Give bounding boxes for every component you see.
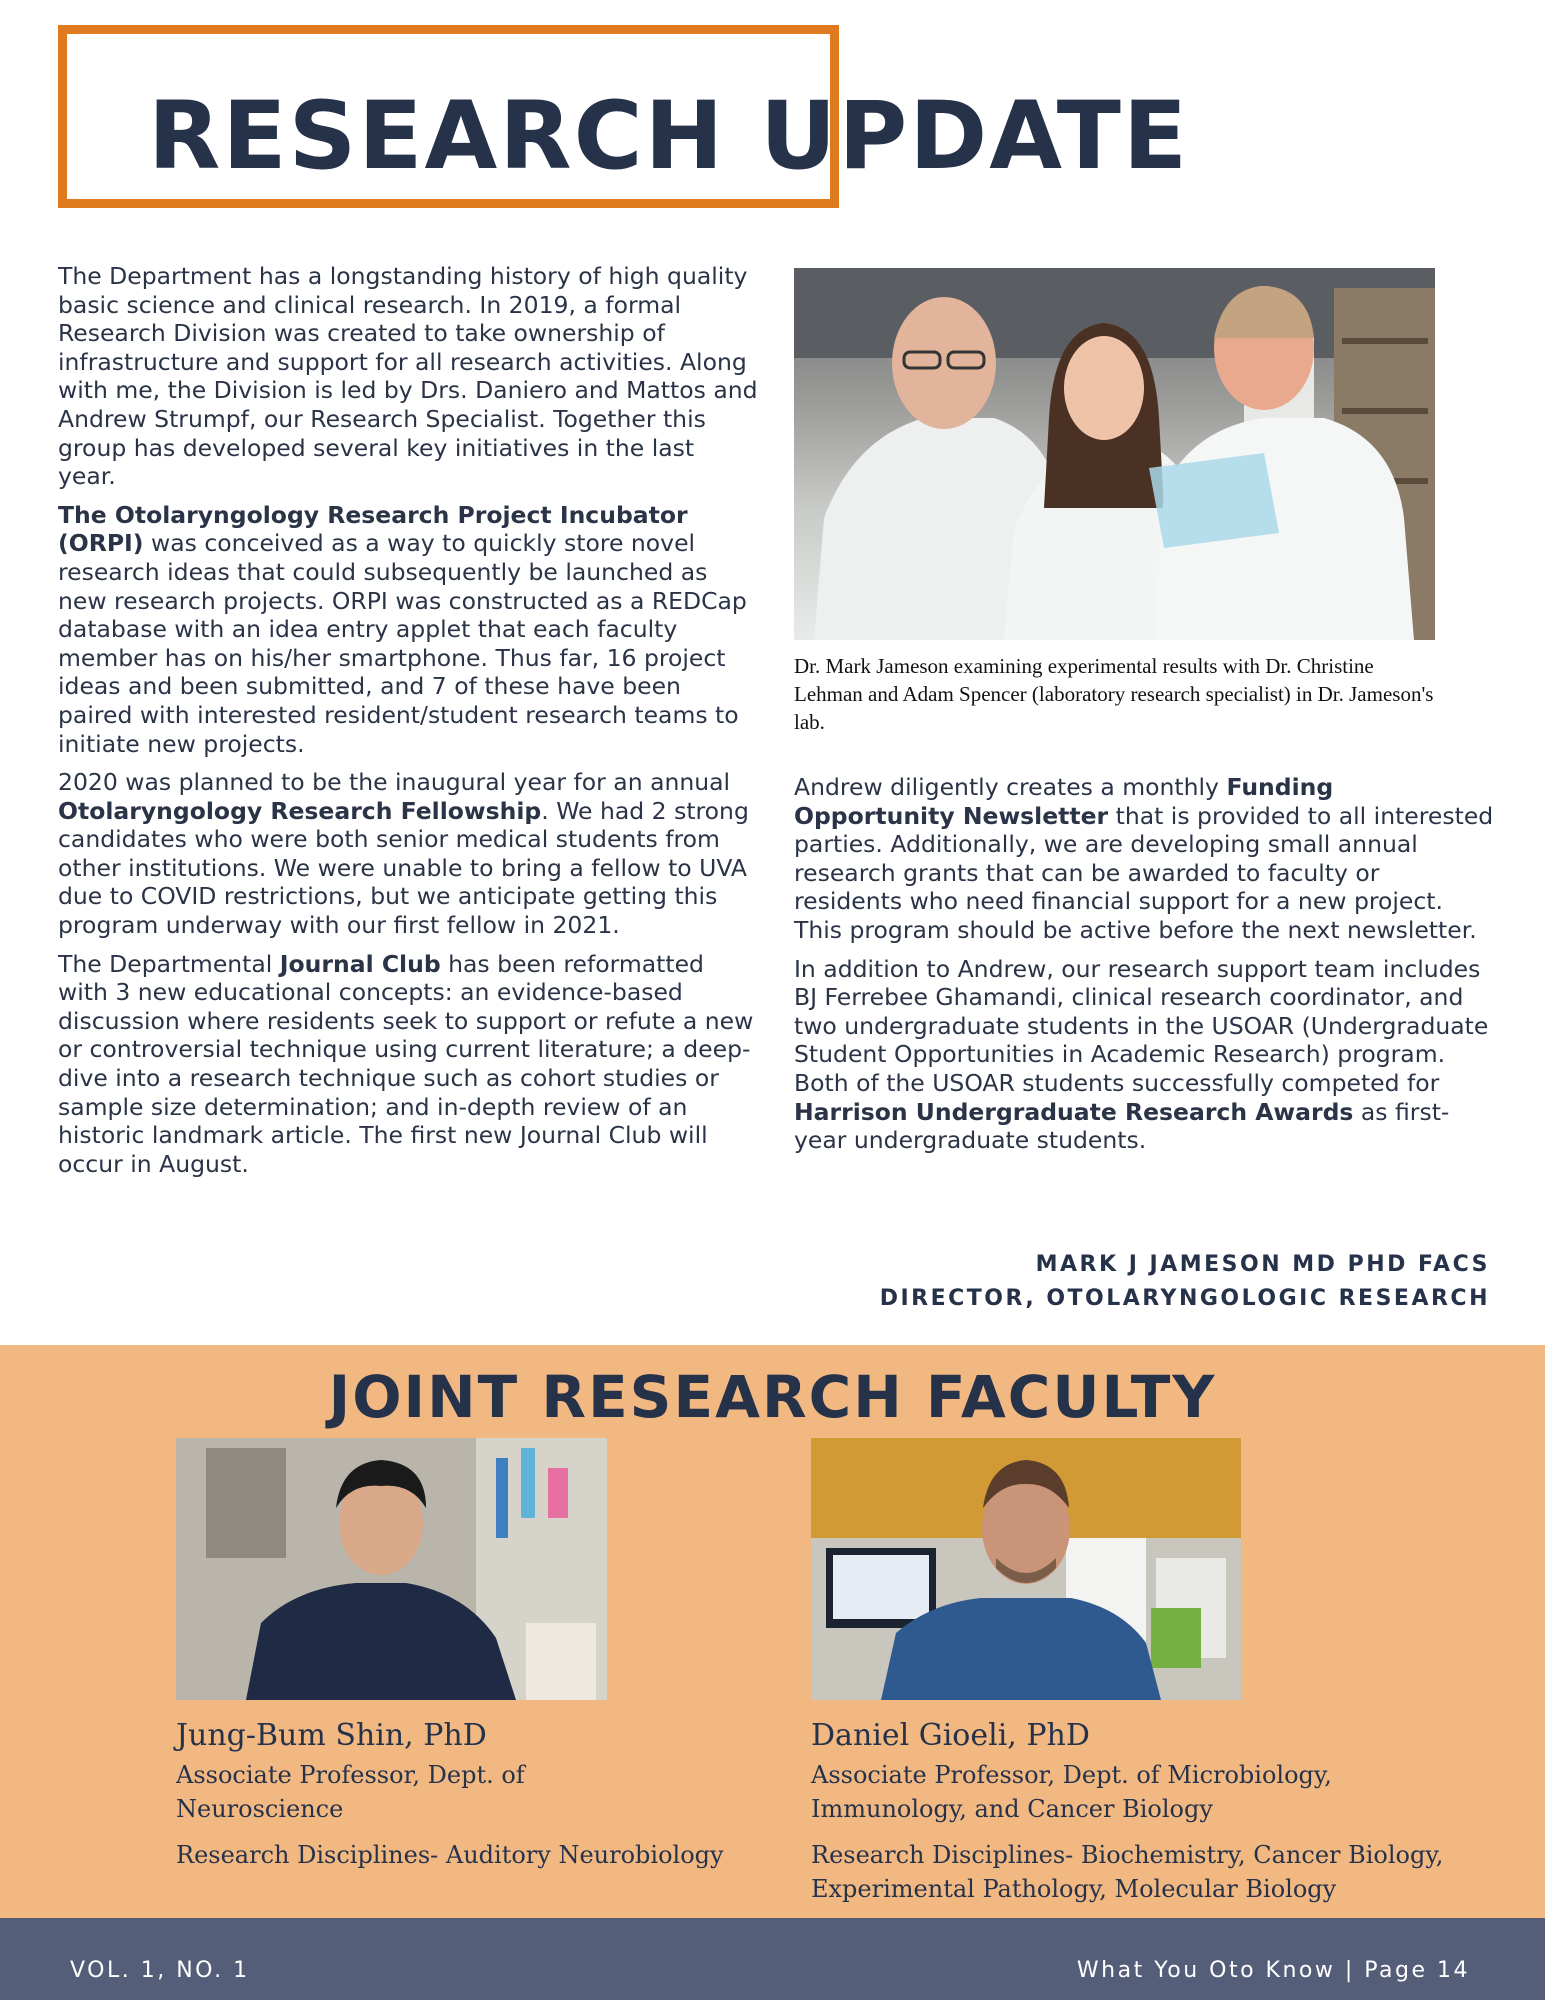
funding-text-b: that is provided to all interested parties. Additionally, we are developing small annual research grants that can be awarded to faculty or residents who need financial support for a new project. This program should be active before the next newsletter. [794, 801, 1494, 944]
paragraph-orpi [58, 501, 758, 758]
author-title: DIRECTOR, OTOLARYNGOLOGIC RESEARCH [879, 1286, 1490, 1311]
paragraph-fellowship [58, 768, 758, 940]
faculty-card-gioeli [811, 1716, 1521, 1906]
orpi-heading: The Otolaryngology Research Project Incubator (ORPI) [58, 500, 688, 558]
journal-club-heading: Journal Club [279, 949, 441, 978]
faculty-name: Jung-Bum Shin, PhD [176, 1718, 487, 1753]
paragraph-intro: The Department has a longstanding history of high quality basic science and clinical research. In 2019, a formal Research Division was created to take ownership of infrastructure and support for all research activities. Along with me, the Division is led by Drs. Daniero and Mattos and Andrew Strumpf, our Research Specialist. Together this group has developed several key initiatives in the last year. [58, 262, 758, 491]
journal-club-text-a: The Departmental [58, 949, 280, 978]
journal-club-text-b: has been reformatted with 3 new educational concepts: an evidence-based discussion where residents seek to support or refute a new or controversial technique using current literature; a deep-dive into a research technique such as cohort studies or sample size determination; and in-depth review of an historic landmark article. The first new Journal Club will occur in August. [58, 949, 754, 1178]
article-left-column [58, 262, 758, 1188]
author-name: MARK J JAMESON MD PHD FACS [1035, 1252, 1490, 1277]
lab-photo [794, 268, 1435, 640]
team-text-b: as first-year undergraduate students. [794, 1097, 1450, 1155]
faculty-name: Daniel Gioeli, PhD [811, 1718, 1090, 1753]
faculty-section-title: JOINT RESEARCH FACULTY [328, 1363, 1217, 1431]
issue-volume: VOL. 1, NO. 1 [70, 1958, 250, 1983]
page-number: What You Oto Know | Page 14 [1076, 1958, 1470, 1983]
faculty-role: Associate Professor, Dept. of Neuroscience [176, 1761, 525, 1823]
paragraph-funding [794, 773, 1494, 945]
page-title: RESEARCH UPDATE [148, 82, 1190, 191]
team-text-a: In addition to Andrew, our research support team includes BJ Ferrebee Ghamandi, clinical research coordinator, and two undergraduate students in the USOAR (Undergraduate Student Opportunities in Academic Research) program. Both of the USOAR students successfully competed for [794, 954, 1489, 1097]
paragraph-team [794, 955, 1494, 1155]
funding-text-a: Andrew diligently creates a monthly [794, 773, 1227, 801]
paragraph-journal-club [58, 950, 758, 1179]
faculty-photo-gioeli [811, 1438, 1241, 1700]
faculty-card-shin [176, 1716, 796, 1872]
fellowship-text-b: . We had 2 strong candidates who were both senior medical students from other institutions. We were unable to bring a fellow to UVA due to COVID restrictions, but we anticipate getting this program underway with our first fellow in 2021. [58, 796, 749, 940]
fellowship-heading: Otolaryngology Research Fellowship [58, 796, 542, 825]
article-right-column [794, 773, 1494, 1165]
author-signature [880, 1248, 1490, 1316]
faculty-disciplines: Research Disciplines- Biochemistry, Cancer Biology, Experimental Pathology, Molecular Biology [811, 1841, 1444, 1903]
fellowship-text-a: 2020 was planned to be the inaugural year for an annual [58, 768, 731, 797]
faculty-photo-shin [176, 1438, 607, 1700]
faculty-disciplines: Research Disciplines- Auditory Neurobiology [176, 1841, 724, 1869]
orpi-text: was conceived as a way to quickly store novel research ideas that could subsequently be launched as new research projects. ORPI was constructed as a REDCap database with an idea entry applet that each faculty member has on his/her smartphone. Thus far, 16 project ideas and been submitted, and 7 of these have been paired with interested resident/student research teams to initiate new projects. [58, 529, 747, 758]
funding-heading: Funding Opportunity Newsletter [794, 773, 1334, 830]
faculty-role: Associate Professor, Dept. of Microbiology, Immunology, and Cancer Biology [811, 1761, 1332, 1823]
harrison-award-heading: Harrison Undergraduate Research Awards [794, 1097, 1354, 1126]
lab-photo-caption: Dr. Mark Jameson examining experimental results with Dr. Christine Lehman and Adam Spencer (laboratory research specialist) in Dr. Jameson's lab. [794, 654, 1434, 734]
page-footer [0, 1918, 1545, 2000]
